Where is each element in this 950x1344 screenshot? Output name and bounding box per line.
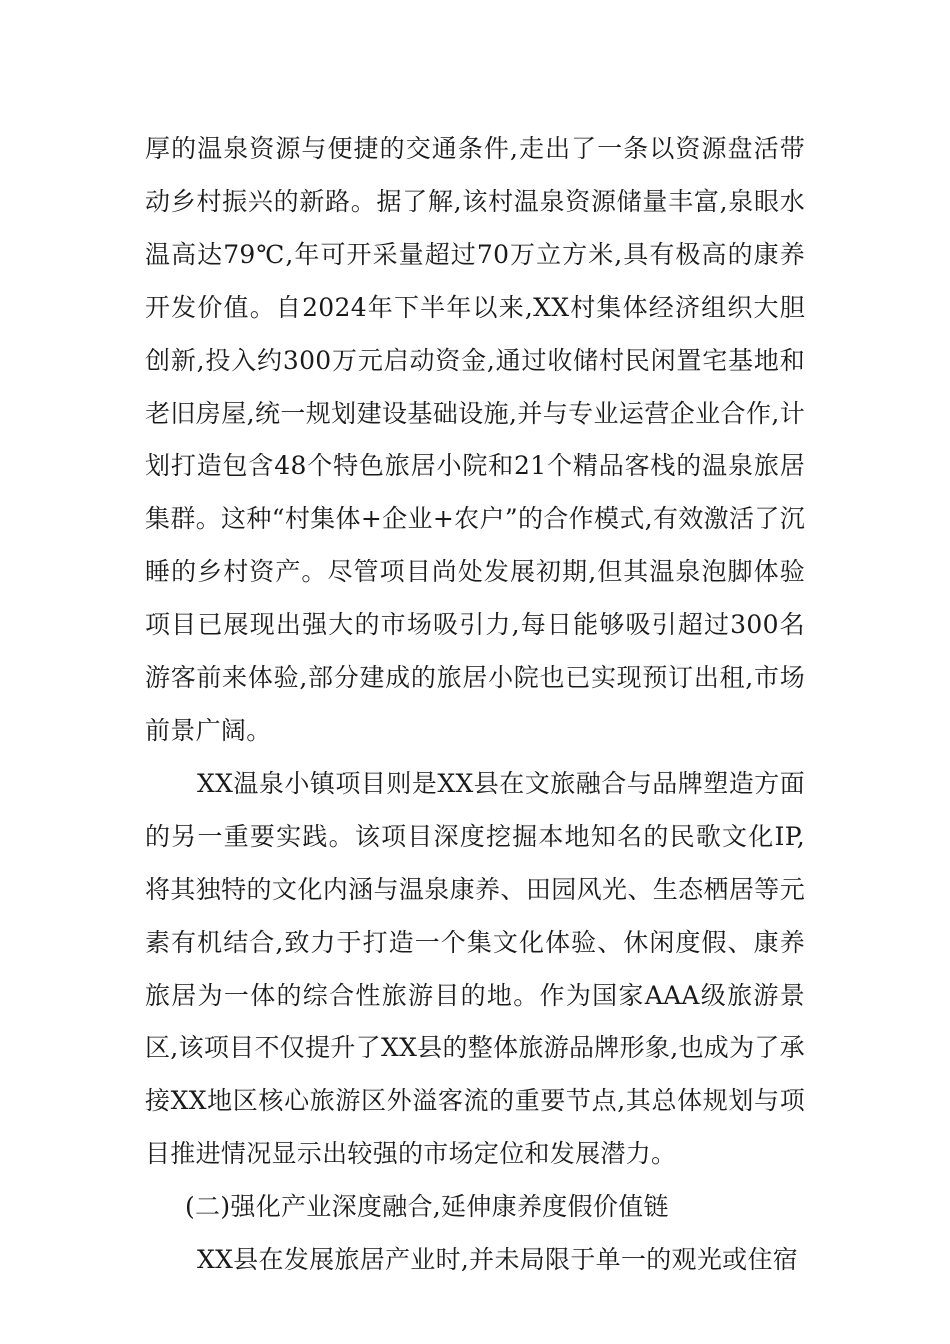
section-heading: (二)强化产业深度融合,延伸康养度假价值链	[185, 1192, 669, 1222]
paragraph-hot-spring-town: XX温泉小镇项目则是XX县在文旅融合与品牌塑造方面的另一重要实践。该项目深度挖掘本地知名的民歌文化IP,将其独特的文化内涵与温泉康养、田园风光、生态栖居等元素有机结合,致力于打造一个集文化体验、休闲度假、康养旅居为一体的综合性旅游目的地。作为国家AAA级旅游景区,该项目不仅提升了XX县的整体旅游品牌形象,也成为了承接XX地区核心旅游区外溢客流的重要节点,其总体规划与项目推进情况显示出较强的市场定位和发展潜力。	[145, 768, 805, 1169]
paragraph-industry-integration: XX县在发展旅居产业时,并未局限于单一的观光或住宿	[197, 1245, 799, 1275]
document-body	[145, 123, 805, 1287]
paragraph-continuation: 厚的温泉资源与便捷的交通条件,走出了一条以资源盘活带动乡村振兴的新路。据了解,该村温泉资源储量丰富,泉眼水温高达79℃,年可开采量超过70万立方米,具有极高的康养开发价值。自2024年下半年以来,XX村集体经济组织大胆创新,投入约300万元启动资金,通过收储村民闲置宅基地和老旧房屋,统一规划建设基础设施,并与专业运营企业合作,计划打造包含48个特色旅居小院和21个精品客栈的温泉旅居集群。这种“村集体+企业+农户”的合作模式,有效激活了沉睡的乡村资产。尽管项目尚处发展初期,但其温泉泡脚体验项目已展现出强大的市场吸引力,每日能够吸引超过300名游客前来体验,部分建成的旅居小院也已实现预订出租,市场前景广阔。	[145, 134, 805, 745]
